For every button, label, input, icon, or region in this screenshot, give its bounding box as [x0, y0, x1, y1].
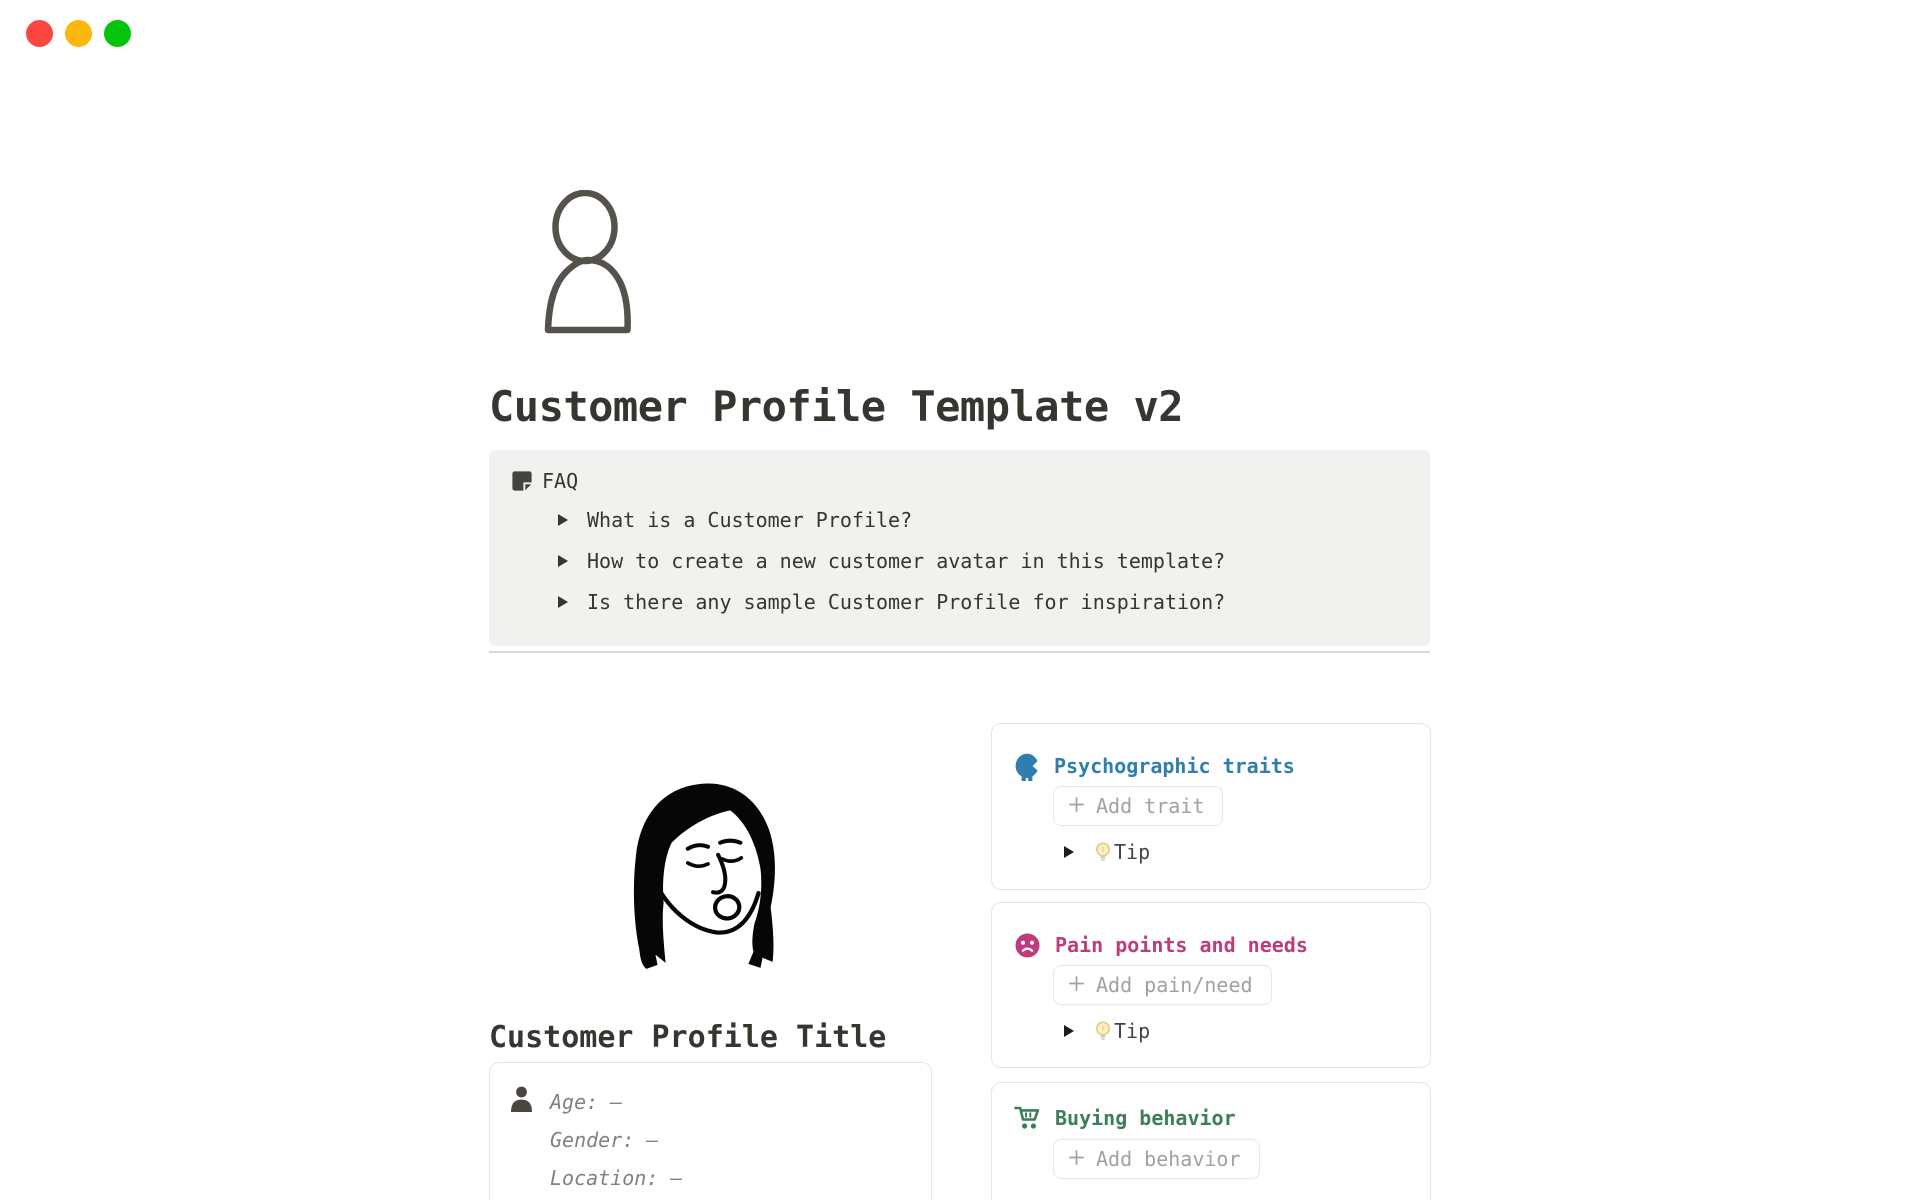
psychology-icon: [1014, 751, 1040, 782]
faq-toggle-item[interactable]: [558, 508, 912, 532]
toggle-triangle-icon: [558, 596, 568, 608]
add-behavior-button[interactable]: [1053, 1139, 1260, 1179]
section-title: Psychographic traits: [1054, 754, 1295, 778]
profile-field-gender: [550, 1128, 658, 1152]
lightbulb-icon: [1095, 1021, 1111, 1042]
page-title: Customer Profile Template v2: [489, 382, 1184, 431]
toggle-triangle-icon: [1064, 846, 1074, 858]
cart-icon: [1014, 1105, 1041, 1131]
add-button-label: Add pain/need: [1096, 973, 1253, 997]
customer-avatar-illustration: [613, 770, 801, 979]
faq-toggle-item[interactable]: [558, 590, 1225, 614]
toggle-triangle-icon: [558, 555, 568, 567]
add-trait-button[interactable]: [1053, 786, 1223, 826]
faq-question: What is a Customer Profile?: [587, 508, 913, 532]
minimize-window-button[interactable]: [65, 20, 92, 47]
add-pain-need-button[interactable]: [1053, 965, 1272, 1005]
field-label: Age:: [550, 1090, 599, 1114]
section-header: [1014, 929, 1308, 961]
person-silhouette-icon: [509, 1085, 534, 1113]
section-card-pain-points: [991, 902, 1431, 1068]
add-button-label: Add behavior: [1096, 1147, 1241, 1171]
close-window-button[interactable]: [26, 20, 53, 47]
tip-label: Tip: [1114, 840, 1151, 864]
field-label: Location:: [550, 1166, 659, 1190]
section-header: [1014, 1102, 1236, 1134]
section-card-psychographic-traits: [991, 723, 1431, 890]
faq-toggle-item[interactable]: [558, 549, 1225, 573]
section-card-buying-behavior: [991, 1082, 1431, 1200]
field-label: Gender:: [550, 1128, 635, 1152]
profile-field-location: [550, 1166, 682, 1190]
add-button-label: Add trait: [1096, 794, 1205, 818]
tip-toggle[interactable]: [1064, 840, 1150, 864]
divider: [489, 651, 1430, 653]
field-value: —: [670, 1166, 683, 1190]
customer-profile-card: [489, 1062, 932, 1200]
faq-question: Is there any sample Customer Profile for inspiration?: [587, 590, 1226, 614]
field-value: —: [646, 1128, 659, 1152]
section-header: [1014, 750, 1295, 782]
plus-icon: [1068, 794, 1085, 818]
memo-icon: [511, 470, 533, 492]
toggle-triangle-icon: [1064, 1025, 1074, 1037]
person-outline-icon[interactable]: [535, 190, 640, 336]
field-value: —: [610, 1090, 623, 1114]
zoom-window-button[interactable]: [104, 20, 131, 47]
tip-label: Tip: [1114, 1019, 1151, 1043]
window-controls: [26, 20, 131, 47]
profile-field-age: [550, 1090, 622, 1114]
plus-icon: [1068, 1147, 1085, 1171]
lightbulb-icon: [1095, 842, 1111, 863]
customer-profile-title-heading: Customer Profile Title: [489, 1020, 887, 1055]
sad-face-icon: [1014, 932, 1041, 959]
faq-label: FAQ: [542, 469, 579, 493]
faq-header: [511, 469, 578, 493]
section-title: Buying behavior: [1055, 1106, 1236, 1130]
toggle-triangle-icon: [558, 514, 568, 526]
plus-icon: [1068, 973, 1085, 997]
faq-question: How to create a new customer avatar in this template?: [587, 549, 1226, 573]
section-title: Pain points and needs: [1055, 933, 1308, 957]
tip-toggle[interactable]: [1064, 1019, 1150, 1043]
faq-callout: [489, 450, 1430, 646]
